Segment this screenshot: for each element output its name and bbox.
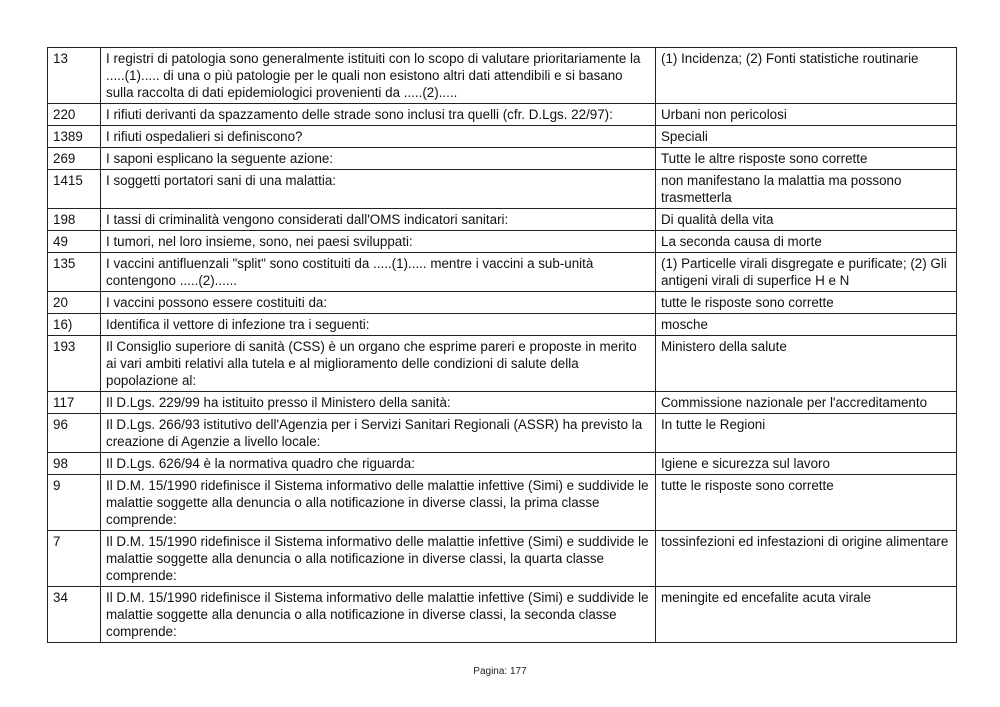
table-row [48,314,957,336]
question-text: I rifiuti ospedalieri si definiscono? [101,126,656,148]
table-row [48,170,957,209]
question-table [47,47,957,643]
question-id: 96 [48,414,101,453]
table-row [48,475,957,531]
table-row [48,231,957,253]
table-row [48,336,957,392]
answer-text: Igiene e sicurezza sul lavoro [656,453,957,475]
answer-text: Di qualità della vita [656,209,957,231]
question-text: I vaccini possono essere costituiti da: [101,292,656,314]
question-text: I saponi esplicano la seguente azione: [101,148,656,170]
answer-text: La seconda causa di morte [656,231,957,253]
table-row [48,414,957,453]
answer-text: (1) Particelle virali disgregate e purificate; (2) Gli antigeni virali di superfice H e N [656,253,957,292]
question-text: I tassi di criminalità vengono considerati dall'OMS indicatori sanitari: [101,209,656,231]
table-row [48,209,957,231]
question-text: Il D.Lgs. 626/94 è la normativa quadro che riguarda: [101,453,656,475]
table-row [48,148,957,170]
question-text: Il D.M. 15/1990 ridefinisce il Sistema informativo delle malattie infettive (Simi) e suddivide le malattie soggette alla denuncia o alla notificazione in diverse classi, la quarta classe comprende: [101,531,656,587]
answer-text: Urbani non pericolosi [656,104,957,126]
table-body [48,48,957,643]
question-id: 9 [48,475,101,531]
answer-text: Tutte le altre risposte sono corrette [656,148,957,170]
table-row [48,392,957,414]
table-row [48,531,957,587]
table-row [48,48,957,104]
question-id: 220 [48,104,101,126]
question-id: 98 [48,453,101,475]
table-row [48,292,957,314]
question-id: 1389 [48,126,101,148]
question-id: 135 [48,253,101,292]
question-id: 269 [48,148,101,170]
table-row [48,587,957,643]
question-text: Il D.Lgs. 229/99 ha istituito presso il Ministero della sanità: [101,392,656,414]
question-text: I vaccini antifluenzali "split" sono costituiti da .....(1)..... mentre i vaccini a sub-unità contengono .....(2)...... [101,253,656,292]
question-text: I tumori, nel loro insieme, sono, nei paesi sviluppati: [101,231,656,253]
table-row [48,253,957,292]
question-text: I soggetti portatori sani di una malattia: [101,170,656,209]
question-id: 34 [48,587,101,643]
question-text: Il D.M. 15/1990 ridefinisce il Sistema informativo delle malattie infettive (Simi) e suddivide le malattie soggette alla denuncia o alla notificazione in diverse classi, la seconda classe comprende: [101,587,656,643]
question-text: I rifiuti derivanti da spazzamento delle strade sono inclusi tra quelli (cfr. D.Lgs. 22/97): [101,104,656,126]
question-id: 13 [48,48,101,104]
question-id: 1415 [48,170,101,209]
answer-text: Commissione nazionale per l'accreditamento [656,392,957,414]
question-id: 20 [48,292,101,314]
question-id: 198 [48,209,101,231]
answer-text: meningite ed encefalite acuta virale [656,587,957,643]
answer-text: Speciali [656,126,957,148]
question-text: Il D.Lgs. 266/93 istitutivo dell'Agenzia per i Servizi Sanitari Regionali (ASSR) ha previsto la creazione di Agenzie a livello locale: [101,414,656,453]
answer-text: mosche [656,314,957,336]
answer-text: tutte le risposte sono corrette [656,292,957,314]
question-text: I registri di patologia sono generalmente istituiti con lo scopo di valutare prioritariamente la .....(1)..... di una o più patologie per le quali non esistono altri dati attendibili e si basano sulla raccolta di dati epidemiologici provenienti da .....(2)..... [101,48,656,104]
answer-text: non manifestano la malattia ma possono trasmetterla [656,170,957,209]
answer-text: (1) Incidenza; (2) Fonti statistiche routinarie [656,48,957,104]
question-id: 49 [48,231,101,253]
answer-text: tossinfezioni ed infestazioni di origine alimentare [656,531,957,587]
answer-text: Ministero della salute [656,336,957,392]
question-id: 7 [48,531,101,587]
page-number: Pagina: 177 [473,666,527,677]
question-id: 193 [48,336,101,392]
table-row [48,104,957,126]
question-id: 16) [48,314,101,336]
question-id: 117 [48,392,101,414]
question-text: Identifica il vettore di infezione tra i seguenti: [101,314,656,336]
table-row [48,453,957,475]
answer-text: tutte le risposte sono corrette [656,475,957,531]
table-row [48,126,957,148]
question-text: Il Consiglio superiore di sanità (CSS) è un organo che esprime pareri e proposte in merito ai vari ambiti relativi alla tutela e al miglioramento delle condizioni di salute della popolazione al: [101,336,656,392]
answer-text: In tutte le Regioni [656,414,957,453]
question-text: Il D.M. 15/1990 ridefinisce il Sistema informativo delle malattie infettive (Simi) e suddivide le malattie soggette alla denuncia o alla notificazione in diverse classi, la prima classe comprende: [101,475,656,531]
